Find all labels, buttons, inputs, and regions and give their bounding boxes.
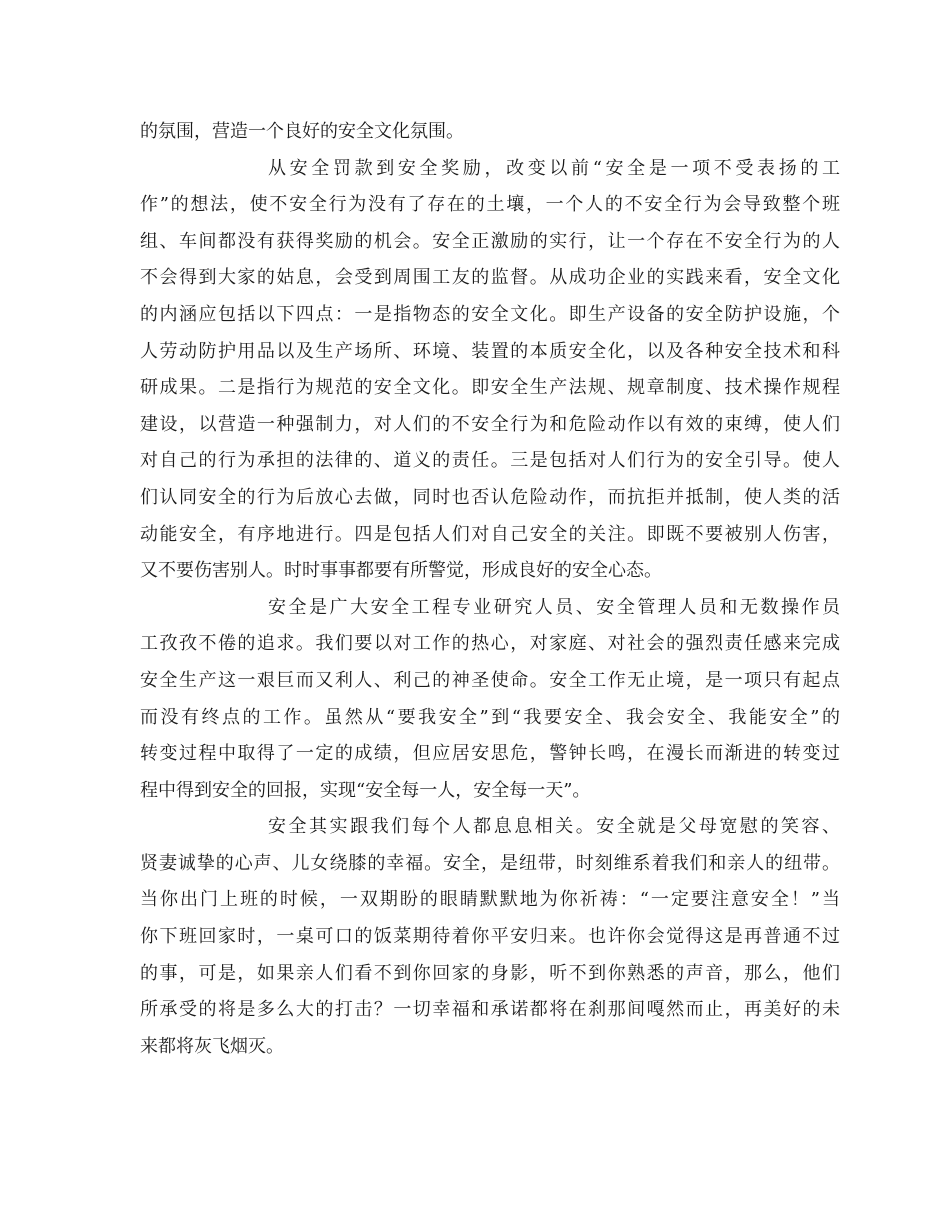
text-line: 的事，可是，如果亲人们看不到你回家的身影，听不到你熟悉的声音，那么，他们: [140, 962, 840, 984]
document-body: [140, 114, 840, 1065]
text-line: 贤妻诚挚的心声、儿女绕膝的幸福。安全，是纽带，时刻维系着我们和亲人的纽带。: [140, 852, 840, 874]
text-line: 动能安全，有序地进行。四是包括人们对自己安全的关注。即既不要被别人伤害，: [140, 523, 840, 545]
text-line: 组、车间都没有获得奖励的机会。安全正激励的实行，让一个存在不安全行为的人: [140, 230, 840, 252]
text-line: 来都将灰飞烟灭。: [140, 1035, 284, 1057]
text-line: 的氛围，营造一个良好的安全文化氛围。: [140, 121, 464, 142]
text-line: 们认同安全的行为后放心去做，同时也否认危险动作，而抗拒并抵制，使人类的活: [140, 486, 840, 508]
text-line: 建设，以营造一种强制力，对人们的不安全行为和危险动作以有效的束缚，使人们: [140, 413, 840, 435]
paragraph-continuation: [140, 114, 840, 151]
text-line: 工孜孜不倦的追求。我们要以对工作的热心，对家庭、对社会的强烈责任感来完成: [140, 633, 840, 655]
text-line: 不会得到大家的姑息，会受到周围工友的监督。从成功企业的实践来看，安全文化: [140, 267, 840, 289]
text-line: 转变过程中取得了一定的成绩，但应居安思危，警钟长鸣，在漫长而渐进的转变过: [140, 743, 840, 765]
text-line: 当你出门上班的时候，一双期盼的眼睛默默地为你祈祷：“一定要注意安全！”当: [140, 889, 840, 911]
text-line: 安全是广大安全工程专业研究人员、安全管理人员和无数操作员: [268, 596, 840, 618]
text-line: 程中得到安全的回报，实现“安全每一人，安全每一天”。: [140, 779, 591, 801]
text-line: 人劳动防护用品以及生产场所、环境、装置的本质安全化，以及各种安全技术和科: [140, 340, 840, 362]
text-line: 从安全罚款到安全奖励，改变以前“安全是一项不受表扬的工: [268, 157, 840, 179]
text-line: 的内涵应包括以下四点：一是指物态的安全文化。即生产设备的安全防护设施，个: [140, 303, 840, 325]
text-line: 作”的想法，使不安全行为没有了存在的土壤，一个人的不安全行为会导致整个班: [140, 194, 840, 216]
text-line: 而没有终点的工作。虽然从“要我安全”到“我要安全、我会安全、我能安全”的: [140, 706, 840, 728]
text-line: 所承受的将是多么大的打击？一切幸福和承诺都将在刹那间嘎然而止，再美好的未: [140, 999, 840, 1021]
paragraph-safety-family: [140, 809, 840, 1065]
text-line: 研成果。二是指行为规范的安全文化。即安全生产法规、规章制度、技术操作规程: [140, 377, 840, 399]
text-line: 对自己的行为承担的法律的、道义的责任。三是包括对人们行为的安全引导。使人: [140, 450, 840, 472]
paragraph-safety-reward: [140, 151, 840, 590]
text-line: 安全生产这一艰巨而又利人、利己的神圣使命。安全工作无止境，是一项只有起点: [140, 669, 840, 691]
text-line: 安全其实跟我们每个人都息息相关。安全就是父母宽慰的笑容、: [268, 816, 840, 838]
text-line: 你下班回家时，一桌可口的饭菜期待着你平安归来。也许你会觉得这是再普通不过: [140, 926, 840, 948]
text-line: 又不要伤害别人。时时事事都要有所警觉，形成良好的安全心态。: [140, 560, 662, 582]
paragraph-safety-pursuit: [140, 590, 840, 810]
